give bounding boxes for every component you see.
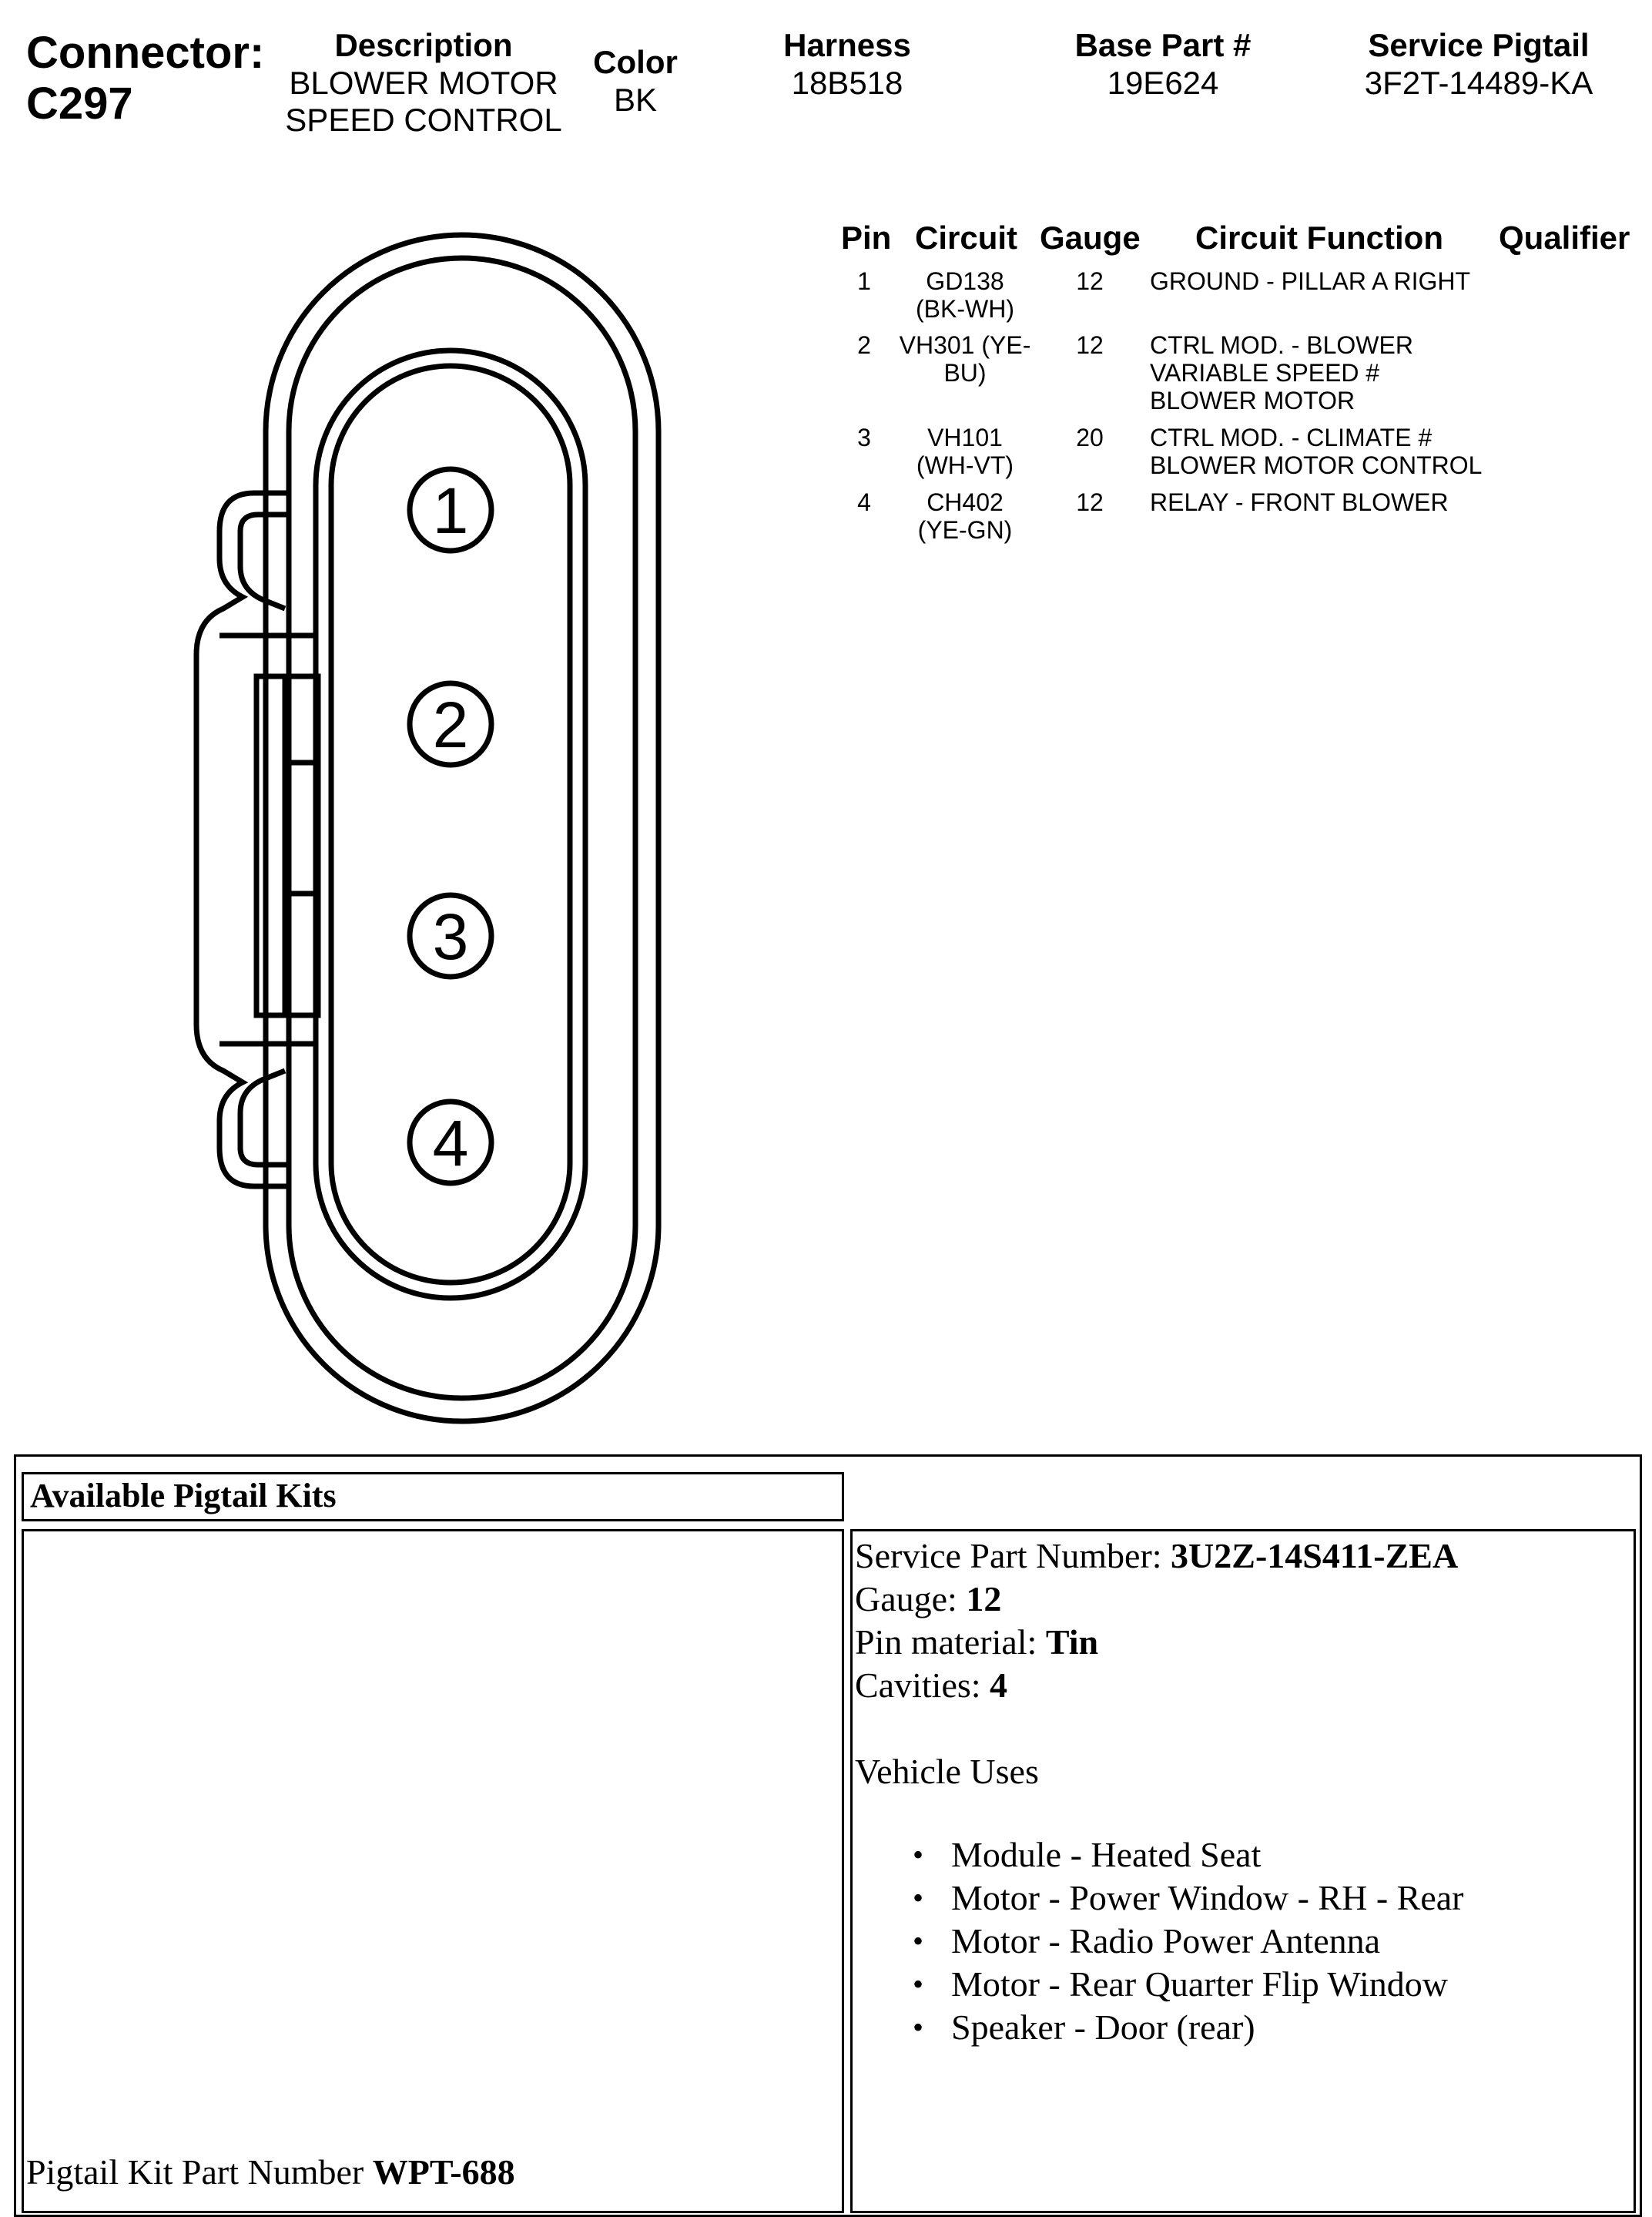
list-item: • Motor - Radio Power Antenna	[913, 1920, 1463, 1963]
row-1-circuit-line-2: (BK-WH)	[916, 295, 1014, 323]
row-3-function-line-2: BLOWER MOTOR CONTROL	[1150, 451, 1483, 479]
pigtail-kit-part-number-label: Pigtail Kit Part Number	[26, 2152, 373, 2192]
service-part-number-label: Service Part Number:	[855, 1536, 1171, 1575]
row-2-gauge: 12	[1076, 331, 1104, 359]
row-1-circuit-line-1: GD138	[926, 267, 1004, 295]
row-1-circuit	[892, 267, 1038, 323]
base-part-column	[1032, 26, 1294, 102]
row-1-gauge: 12	[1076, 267, 1104, 295]
col-header-pin: Pin	[841, 220, 892, 256]
base-part-value: 19E624	[1107, 65, 1219, 101]
pin-3-label: 3	[432, 901, 469, 973]
pigtail-kits-title: Available Pigtail Kits	[30, 1477, 337, 1514]
col-header-qualifier: Qualifier	[1499, 220, 1630, 256]
row-3-circuit-line-2: (WH-VT)	[916, 451, 1014, 479]
row-4-function	[1150, 488, 1512, 516]
pigtail-kit-part-number-value: WPT-688	[372, 2152, 515, 2192]
row-2-function	[1150, 331, 1512, 414]
description-line-1: BLOWER MOTOR	[289, 65, 558, 101]
service-part-number-line	[855, 1534, 1458, 1578]
list-item: • Speaker - Door (rear)	[913, 2006, 1463, 2049]
row-2-circuit-line-2: BU)	[943, 359, 987, 387]
pigtail-kit-image-cell	[22, 1529, 844, 2213]
row-1-function	[1150, 267, 1512, 295]
vehicle-uses-list	[913, 1833, 1463, 2049]
description-line-2: SPEED CONTROL	[285, 102, 562, 138]
pin-material-label: Pin material:	[855, 1622, 1046, 1662]
row-2-function-line-2: VARIABLE SPEED #	[1150, 359, 1380, 387]
pin-2-label: 2	[432, 689, 469, 761]
row-2-circuit	[892, 331, 1038, 387]
list-item: • Motor - Rear Quarter Flip Window	[913, 1963, 1463, 2006]
service-pigtail-column	[1336, 26, 1621, 102]
col-header-circuit: Circuit	[915, 220, 1018, 256]
row-4-function-line-1: RELAY - FRONT BLOWER	[1150, 488, 1449, 516]
connector-label: Connector:	[26, 28, 265, 78]
row-3-gauge: 20	[1076, 424, 1104, 451]
pin-material-line	[855, 1621, 1098, 1664]
vehicle-uses-heading: Vehicle Uses	[855, 1752, 1039, 1791]
row-2-circuit-line-1: VH301 (YE-	[899, 331, 1031, 359]
row-2-function-line-1: CTRL MOD. - BLOWER	[1150, 331, 1413, 359]
service-pigtail-value: 3F2T-14489-KA	[1364, 65, 1593, 101]
col-header-circuit-function: Circuit Function	[1195, 220, 1443, 256]
pigtail-kits-title-cell	[22, 1472, 844, 1521]
list-item: • Motor - Power Window - RH - Rear	[913, 1877, 1463, 1920]
row-1-pin: 1	[857, 267, 871, 295]
harness-value: 18B518	[791, 65, 903, 101]
row-3-function-line-1: CTRL MOD. - CLIMATE #	[1150, 424, 1433, 451]
gauge-label: Gauge:	[855, 1579, 967, 1618]
cavities-value: 4	[990, 1665, 1008, 1705]
pin-material-value: Tin	[1045, 1622, 1099, 1662]
row-3-function	[1150, 424, 1512, 479]
cavities-line	[855, 1664, 1007, 1707]
gauge-line	[855, 1578, 1001, 1621]
row-4-circuit-line-2: (YE-GN)	[917, 516, 1013, 544]
gauge-value: 12	[966, 1579, 1002, 1618]
row-3-circuit	[892, 424, 1038, 479]
base-part-heading: Base Part #	[1074, 27, 1252, 63]
row-4-circuit	[892, 488, 1038, 544]
harness-heading: Harness	[783, 27, 911, 63]
row-3-circuit-line-1: VH101	[927, 424, 1003, 451]
connector-outer-shell	[266, 235, 658, 1421]
row-3-pin: 3	[857, 424, 871, 451]
service-part-number-value: 3U2Z-14S411-ZEA	[1171, 1536, 1459, 1575]
pin-4-label: 4	[432, 1107, 469, 1179]
row-4-gauge: 12	[1076, 488, 1104, 516]
harness-column	[739, 26, 955, 102]
pigtail-kit-part-number-line	[26, 2151, 515, 2194]
row-1-function-line-1: GROUND - PILLAR A RIGHT	[1150, 267, 1471, 295]
row-4-circuit-line-1: CH402	[927, 488, 1004, 516]
list-item: • Module - Heated Seat	[913, 1833, 1463, 1877]
row-2-function-line-3: BLOWER MOTOR	[1150, 387, 1355, 414]
description-heading: Description	[334, 27, 513, 63]
service-pigtail-heading: Service Pigtail	[1368, 27, 1590, 63]
row-2-pin: 2	[857, 331, 871, 359]
connector-face-drawing	[0, 0, 693, 1433]
pin-1-label: 1	[432, 475, 469, 547]
color-value: BK	[613, 82, 658, 118]
col-header-gauge: Gauge	[1040, 220, 1141, 256]
row-4-pin: 4	[857, 488, 871, 516]
connector-locking-tab	[196, 493, 287, 1186]
connector-id: C297	[26, 79, 133, 129]
color-heading: Color	[593, 44, 678, 80]
cavities-label: Cavities:	[855, 1665, 990, 1705]
